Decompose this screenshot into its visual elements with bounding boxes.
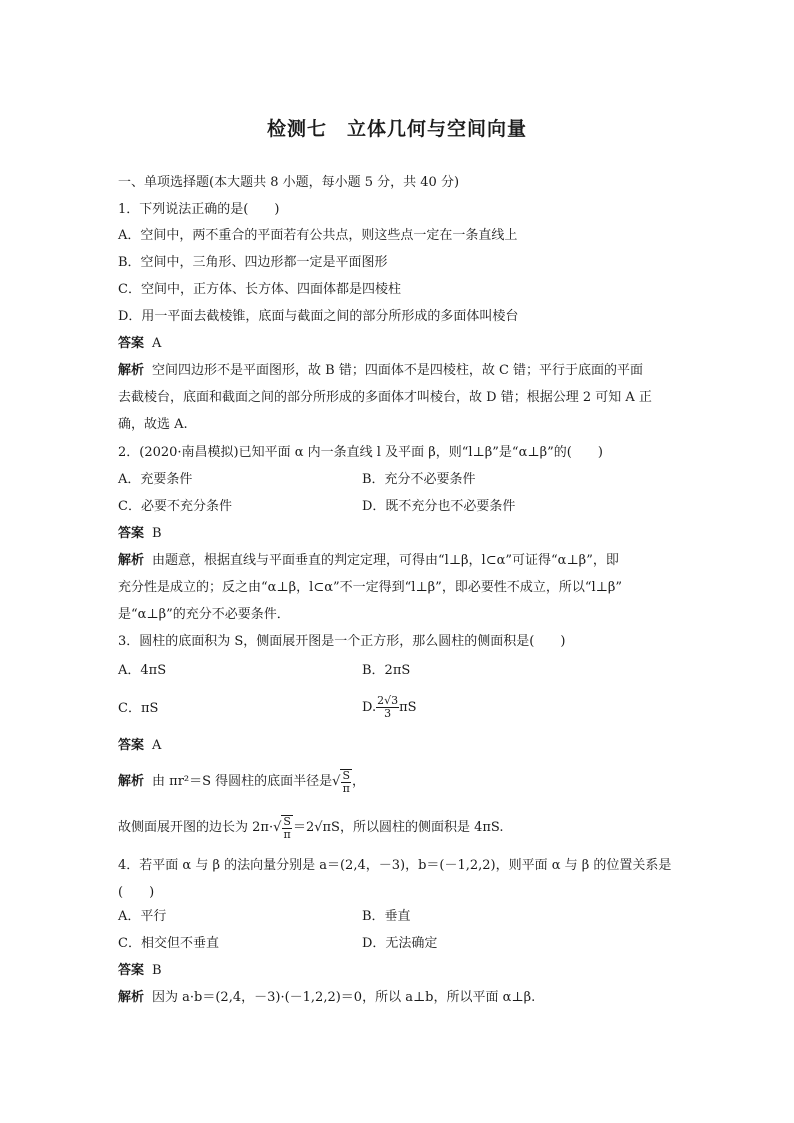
answer-label: 答案 [118, 963, 145, 978]
q1-analysis-line-3: 确，故选 A. [118, 417, 188, 432]
analysis-text: 由题意，根据直线与平面垂直的判定定理，可得由“l⊥β，l⊂α”可证得“α⊥β”，即 [152, 553, 619, 568]
q3-analysis-line-1 [118, 764, 684, 800]
fraction-numerator: S [342, 768, 350, 782]
analysis-text: 由 πr²＝S 得圆柱的底面半径是 [152, 774, 333, 789]
fraction-denominator: 3 [384, 707, 392, 720]
answer-value: B [152, 526, 162, 541]
q2-analysis-line-3: 是“α⊥β”的充分不必要条件． [118, 607, 290, 622]
q2-option-b: B．充分不必要条件 [362, 472, 476, 487]
sqrt-fraction [281, 815, 293, 841]
q4-stem-cont: ( ) [118, 885, 155, 900]
q3-option-c: C．πS [118, 701, 159, 716]
q4-stem: 4．若平面 α 与 β 的法向量分别是 a＝(2,4，－3)，b＝(－1,2,2)，则平面 α 与 β 的位置关系是 [118, 858, 672, 873]
analysis-label: 解析 [118, 774, 145, 789]
q1-analysis-line-1 [118, 362, 684, 380]
q3-option-b: B．2πS [362, 663, 411, 678]
fraction [376, 695, 399, 720]
q3-analysis-line-2 [118, 810, 684, 846]
q1-analysis-line-2: 去截棱台，底面和截面之间的部分所形成的多面体才叫棱台，故 D 错；根据公理 2 可知 A 正 [118, 390, 652, 405]
q3-option-a: A．4πS [118, 663, 167, 678]
analysis-text: ＝2√πS，所以圆柱的侧面积是 4πS. [292, 820, 504, 835]
fraction-denominator: π [342, 781, 350, 795]
q2-analysis-line-1 [118, 552, 684, 570]
analysis-label: 解析 [118, 553, 145, 568]
option-tail: πS [399, 700, 417, 715]
q2-option-d: D．既不充分也不必要条件 [362, 499, 516, 514]
sqrt-symbol: √ [273, 820, 282, 835]
fraction-numerator: S [283, 814, 291, 828]
q4-option-d: D．无法确定 [362, 936, 438, 951]
page-title: 检测七 立体几何与空间向量 [266, 118, 527, 140]
q2-answer [118, 525, 684, 543]
q4-option-b: B．垂直 [362, 909, 411, 924]
answer-value: B [152, 963, 162, 978]
analysis-text: 空间四边形不是平面图形，故 B 错；四面体不是四棱柱，故 C 错；平行于底面的平面 [152, 363, 644, 378]
answer-value: A [152, 336, 162, 351]
answer-label: 答案 [118, 738, 145, 753]
q4-analysis [118, 989, 684, 1007]
fraction-numerator: 2√3 [377, 694, 399, 707]
q1-answer [118, 335, 684, 353]
analysis-label: 解析 [118, 363, 145, 378]
q3-option-d [362, 690, 417, 726]
q1-option-d: D．用一平面去截棱锥，底面与截面之间的部分所形成的多面体叫棱台 [118, 309, 519, 324]
analysis-label: 解析 [118, 990, 145, 1005]
answer-label: 答案 [118, 336, 145, 351]
q2-option-a: A．充要条件 [118, 472, 193, 487]
option-label: D. [362, 700, 377, 715]
q1-option-b: B．空间中，三角形、四边形都一定是平面图形 [118, 255, 388, 270]
q1-stem: 1．下列说法正确的是( ) [118, 202, 280, 217]
answer-label: 答案 [118, 526, 145, 541]
q4-answer [118, 962, 684, 980]
sqrt-fraction [340, 769, 352, 795]
q1-option-a: A．空间中，两不重合的平面若有公共点，则这些点一定在一条直线上 [118, 228, 518, 243]
analysis-text: 因为 a·b＝(2,4，－3)·(－1,2,2)＝0，所以 a⊥b，所以平面 α⊥β. [152, 990, 536, 1005]
q2-stem: 2．(2020·南昌模拟)已知平面 α 内一条直线 l 及平面 β，则“l⊥β”是“α⊥β”的( ) [118, 445, 603, 460]
section-heading: 一、单项选择题(本大题共 8 小题，每小题 5 分，共 40 分) [118, 175, 460, 190]
analysis-text: 故侧面展开图的边长为 2π· [118, 820, 274, 835]
q3-stem: 3．圆柱的底面积为 S，侧面展开图是一个正方形，那么圆柱的侧面积是( ) [118, 634, 566, 649]
q2-analysis-line-2: 充分性是成立的；反之由“α⊥β，l⊂α”不一定得到“l⊥β”，即必要性不成立，所以“l⊥β” [118, 580, 623, 595]
q4-option-a: A．平行 [118, 909, 167, 924]
analysis-text: ， [352, 774, 366, 789]
q1-option-c: C．空间中，正方体、长方体、四面体都是四棱柱 [118, 282, 401, 297]
sqrt-symbol: √ [332, 774, 341, 789]
fraction-denominator: π [283, 827, 291, 841]
q3-answer [118, 737, 684, 755]
answer-value: A [152, 738, 162, 753]
q4-option-c: C．相交但不垂直 [118, 936, 219, 951]
q2-option-c: C．必要不充分条件 [118, 499, 232, 514]
